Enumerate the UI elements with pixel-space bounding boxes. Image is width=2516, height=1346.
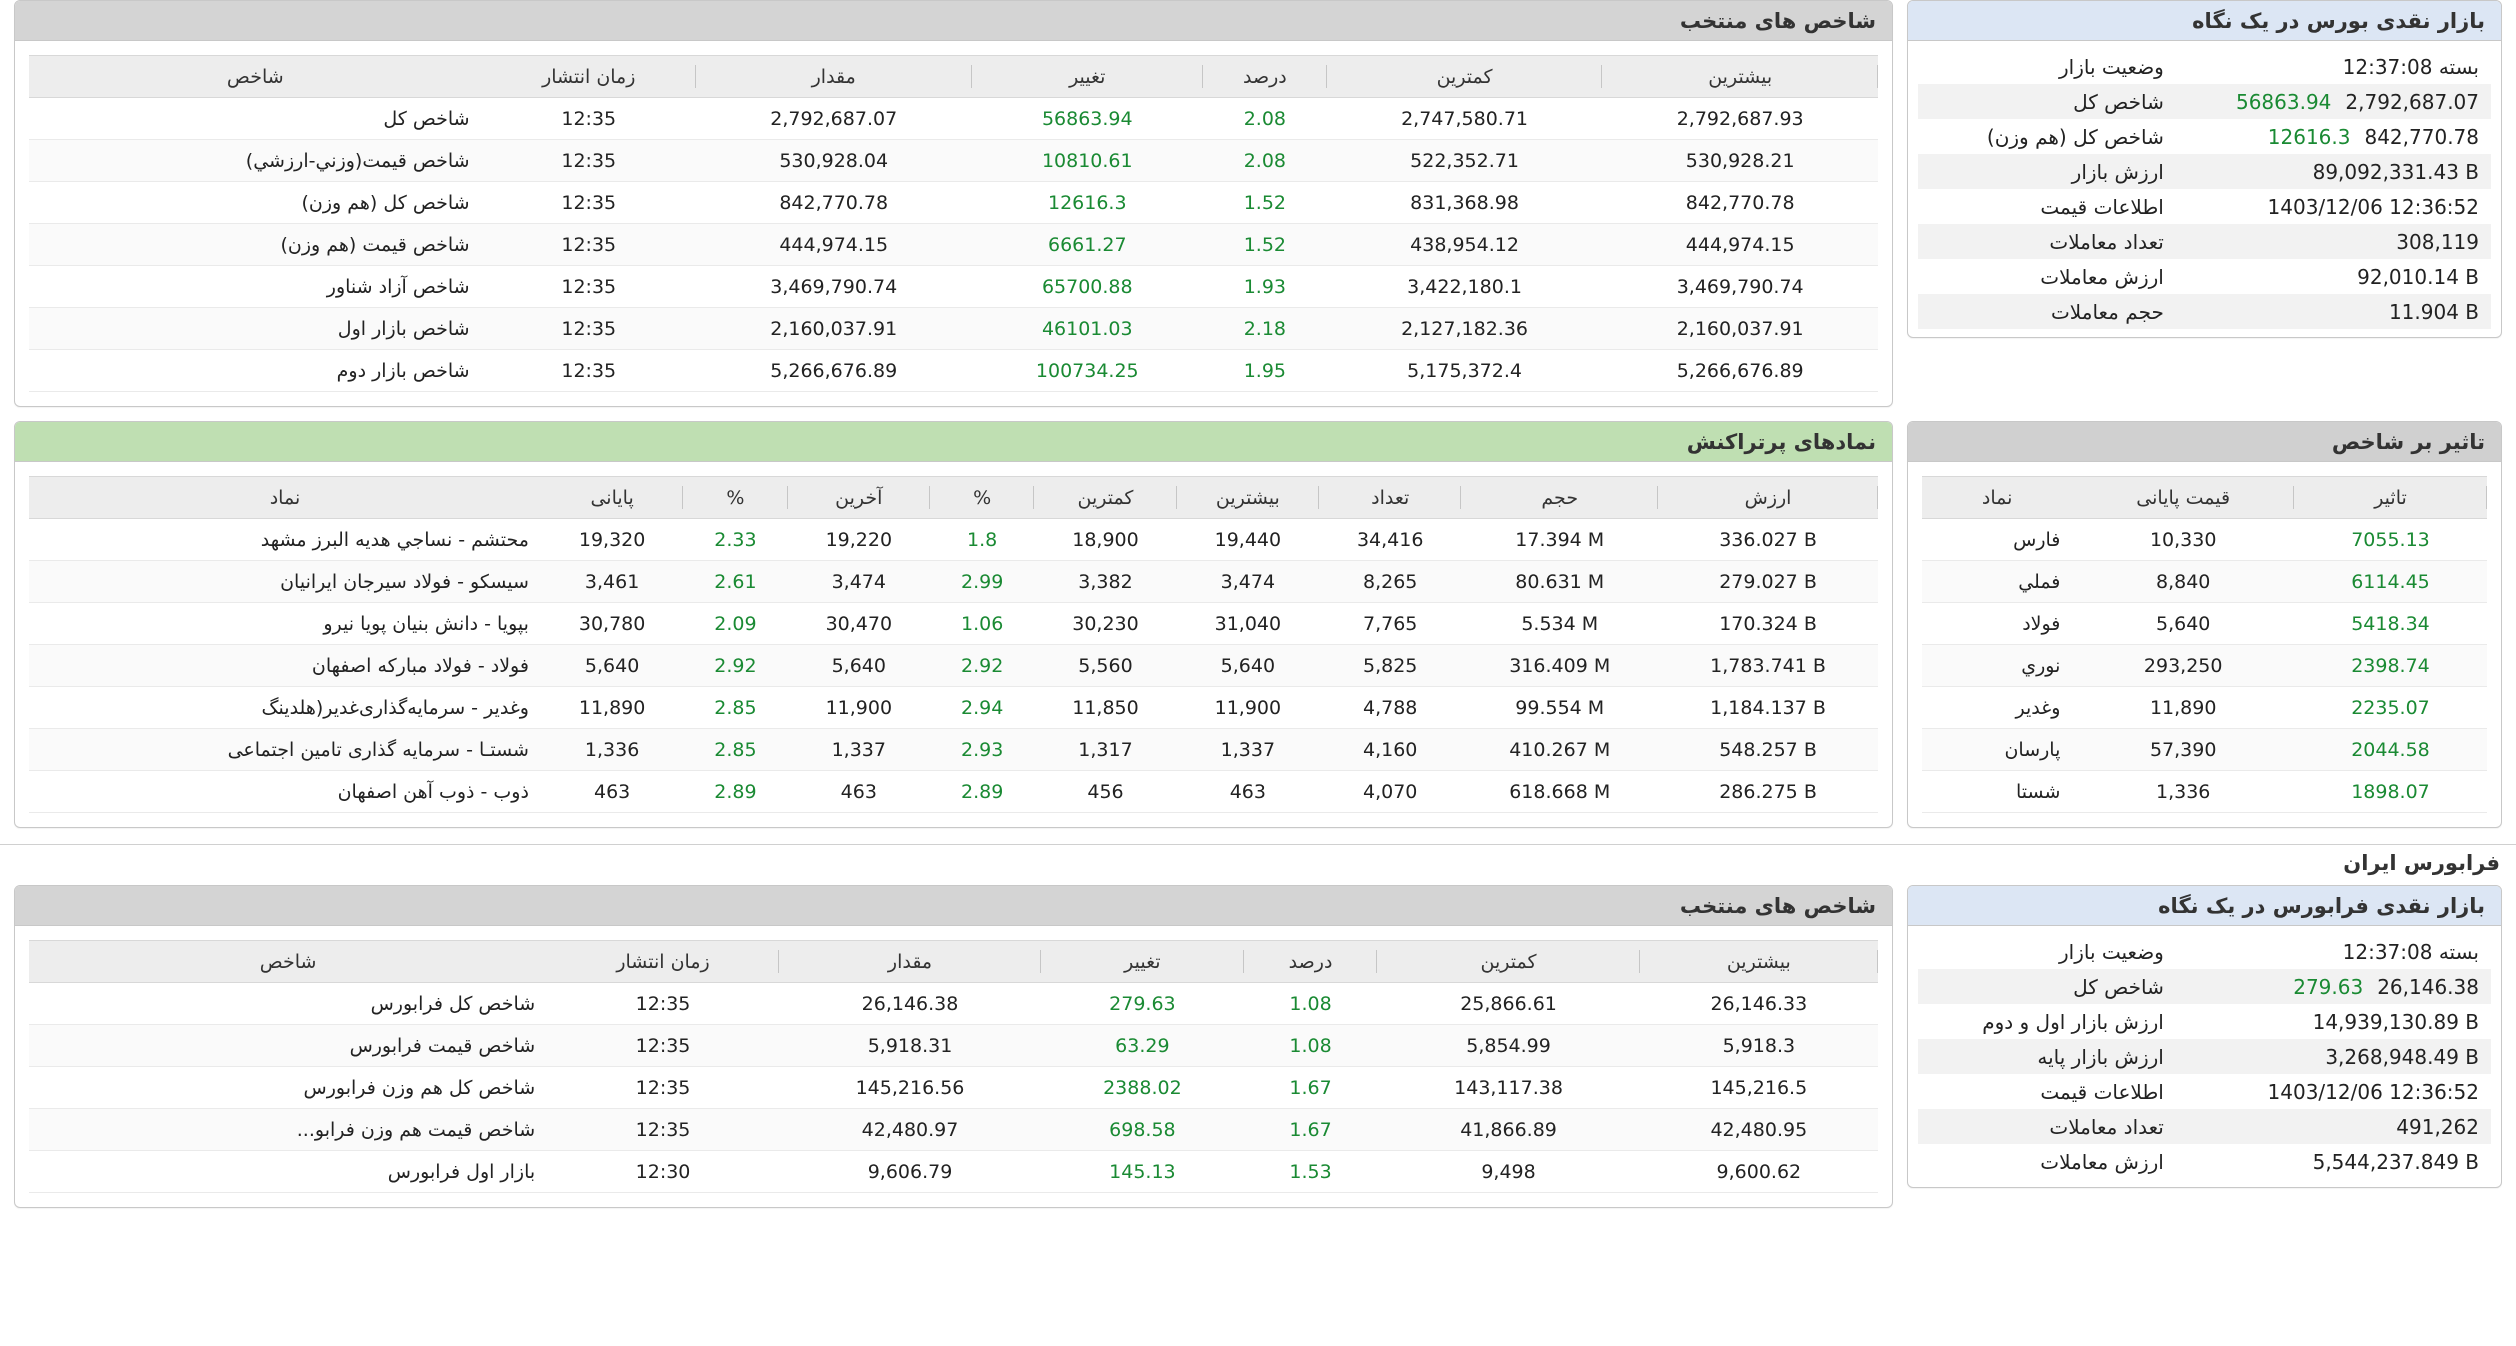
- total-index-value: 2,792,687.07: [2345, 89, 2479, 114]
- table-row[interactable]: 279.027 B 80.631 M 8,265 3,474 3,382 2.99 3,474 2.61 3,461 سیسکو - فولاد سیرجان ایرانیان: [29, 561, 1878, 603]
- total-index-label: شاخص کل: [2073, 89, 2164, 114]
- fb-trade-count-label: تعداد معاملات: [2049, 1114, 2164, 1139]
- equal-weight-index-change: 12616.3: [2267, 124, 2351, 149]
- table-row[interactable]: 336.027 B 17.394 M 34,416 19,440 18,900 1.8 19,220 2.33 19,320 محتشم - نساجي هديه البرز مشهد: [29, 519, 1878, 561]
- kv-row: [1918, 1004, 2491, 1039]
- most-active-table: [29, 476, 1878, 813]
- trade-value-value: 92,010.14 B: [2357, 264, 2479, 289]
- table-row[interactable]: 2,792,687.93 2,747,580.71 2.08 56863.94 2,792,687.07 12:35 شاخص کل: [29, 98, 1878, 140]
- col-percent[interactable]: درصد: [1203, 56, 1327, 98]
- table-row[interactable]: 9,600.62 9,498 1.53 145.13 9,606.79 12:30 بازار اول فرابورس: [29, 1151, 1878, 1193]
- index-impact-table: [1922, 476, 2487, 813]
- col-lowest[interactable]: کمترین: [1377, 941, 1639, 983]
- bourse-selected-indices-column: [14, 0, 1893, 421]
- price-info-label: اطلاعات قیمت: [2040, 194, 2164, 219]
- col-highest[interactable]: بیشترین: [1177, 477, 1319, 519]
- table-row[interactable]: 5,266,676.89 5,175,372.4 1.95 100734.25 5,266,676.89 12:35 شاخص بازار دوم: [29, 350, 1878, 392]
- col-amount[interactable]: مقدار: [779, 941, 1041, 983]
- fb-base-market-value-label: ارزش بازار پایه: [2037, 1044, 2164, 1069]
- col-percent[interactable]: درصد: [1244, 941, 1378, 983]
- bourse-top-row: [0, 0, 2516, 421]
- bourse-overview-panel: [1907, 0, 2502, 338]
- trade-count-value: 308,119: [2396, 229, 2479, 254]
- col-last-price[interactable]: آخرین: [788, 477, 930, 519]
- col-lowest[interactable]: کمترین: [1327, 56, 1603, 98]
- col-highest[interactable]: بیشترین: [1602, 56, 1878, 98]
- kv-row: [1918, 294, 2491, 329]
- index-impact-title: تاثیر بر شاخص: [1908, 422, 2501, 462]
- table-row[interactable]: 3,469,790.74 3,422,180.1 1.93 65700.88 3,469,790.74 12:35 شاخص آزاد شناور: [29, 266, 1878, 308]
- table-row[interactable]: 2235.07 11,890 وغدیر: [1922, 687, 2487, 729]
- market-value-label: ارزش بازار: [2071, 159, 2164, 184]
- kv-row: [1918, 969, 2491, 1004]
- farabourse-section-title: فرابورس ایران: [0, 844, 2516, 885]
- kv-row: [1918, 154, 2491, 189]
- table-header-row: [1922, 477, 2487, 519]
- kv-row: [1918, 49, 2491, 84]
- col-symbol[interactable]: نماد: [1922, 477, 2072, 519]
- kv-row: [1918, 119, 2491, 154]
- fb-market-status-value: بسته 12:37:08: [2342, 939, 2479, 964]
- table-row[interactable]: 2,160,037.91 2,127,182.36 2.18 46101.03 2,160,037.91 12:35 شاخص بازار اول: [29, 308, 1878, 350]
- table-row[interactable]: 7055.13 10,330 فارس: [1922, 519, 2487, 561]
- market-status-value: بسته 12:37:08: [2342, 54, 2479, 79]
- farabourse-row: [0, 885, 2516, 1222]
- fb-market-value-1-2-value: 14,939,130.89 B: [2312, 1009, 2479, 1034]
- table-header-row: [29, 56, 1878, 98]
- farabourse-overview-table: [1918, 934, 2491, 1179]
- col-publish-time[interactable]: زمان انتشار: [547, 941, 779, 983]
- farabourse-overview-title: بازار نقدی فرابورس در یک نگاه: [1908, 886, 2501, 926]
- fb-total-index-change: 279.63: [2293, 974, 2364, 999]
- farabourse-selected-indices-body: [29, 983, 1878, 1193]
- table-row[interactable]: 2398.74 293,250 نوري: [1922, 645, 2487, 687]
- col-impact[interactable]: تاثیر: [2294, 477, 2487, 519]
- index-impact-panel: [1907, 421, 2502, 828]
- col-volume[interactable]: حجم: [1461, 477, 1658, 519]
- col-closing-percent[interactable]: %: [683, 477, 787, 519]
- total-index-change: 56863.94: [2235, 89, 2332, 114]
- fb-trade-value-label: ارزش معاملات: [2040, 1149, 2164, 1174]
- bourse-selected-indices-title: شاخص های منتخب: [15, 1, 1892, 41]
- kv-row: [1918, 259, 2491, 294]
- table-row[interactable]: 842,770.78 831,368.98 1.52 12616.3 842,770.78 12:35 شاخص کل (هم وزن): [29, 182, 1878, 224]
- col-lowest[interactable]: کمترین: [1034, 477, 1176, 519]
- bourse-overview-table: [1918, 49, 2491, 329]
- most-active-title: نمادهای پرتراکنش: [15, 422, 1892, 462]
- market-status-label: وضعیت بازار: [2058, 54, 2164, 79]
- col-last-percent[interactable]: %: [930, 477, 1034, 519]
- table-row[interactable]: 26,146.33 25,866.61 1.08 279.63 26,146.38 12:35 شاخص کل فرابورس: [29, 983, 1878, 1025]
- table-row[interactable]: 1,184.137 B 99.554 M 4,788 11,900 11,850 2.94 11,900 2.85 11,890 وغدیر - سرمایه‌گذاری‌غدیر(هلدینگ: [29, 687, 1878, 729]
- col-count[interactable]: تعداد: [1319, 477, 1461, 519]
- fb-market-status-label: وضعیت بازار: [2058, 939, 2164, 964]
- fb-trade-value-value: 5,544,237.849 B: [2312, 1149, 2479, 1174]
- table-row[interactable]: 6114.45 8,840 فملي: [1922, 561, 2487, 603]
- kv-row: [1918, 224, 2491, 259]
- trade-volume-value: 11.904 B: [2388, 299, 2479, 324]
- fb-market-value-1-2-label: ارزش بازار اول و دوم: [1982, 1009, 2164, 1034]
- col-closing-price[interactable]: پایانی: [541, 477, 683, 519]
- trade-value-label: ارزش معاملات: [2040, 264, 2164, 289]
- bourse-second-row: [0, 421, 2516, 842]
- table-row[interactable]: 1,783.741 B 316.409 M 5,825 5,640 5,560 2.92 5,640 2.92 5,640 فولاد - فولاد مبارکه اصفهان: [29, 645, 1878, 687]
- index-impact-column: [1907, 421, 2502, 842]
- most-active-panel: [14, 421, 1893, 828]
- bourse-selected-indices-body: [29, 98, 1878, 392]
- kv-row: [1918, 1039, 2491, 1074]
- market-value-value: 89,092,331.43 B: [2312, 159, 2479, 184]
- table-header-row: [29, 941, 1878, 983]
- col-change[interactable]: تغییر: [1041, 941, 1244, 983]
- col-index-name[interactable]: شاخص: [29, 941, 547, 983]
- fb-price-info-value: 1403/12/06 12:36:52: [2267, 1079, 2479, 1104]
- bourse-overview-title: بازار نقدی بورس در یک نگاه: [1908, 1, 2501, 41]
- price-info-value: 1403/12/06 12:36:52: [2267, 194, 2479, 219]
- col-highest[interactable]: بیشترین: [1640, 941, 1878, 983]
- most-active-column: [14, 421, 1893, 842]
- table-row[interactable]: 1898.07 1,336 شستا: [1922, 771, 2487, 813]
- kv-row: [1918, 1074, 2491, 1109]
- table-row[interactable]: 2044.58 57,390 پارسان: [1922, 729, 2487, 771]
- farabourse-selected-indices-panel: [14, 885, 1893, 1208]
- kv-row: [1918, 1144, 2491, 1179]
- trade-count-label: تعداد معاملات: [2049, 229, 2164, 254]
- kv-row: [1918, 1109, 2491, 1144]
- table-header-row: [29, 477, 1878, 519]
- bourse-overview-column: [1907, 0, 2502, 352]
- fb-base-market-value-value: 3,268,948.49 B: [2325, 1044, 2479, 1069]
- col-closing-price[interactable]: قیمت پایانی: [2072, 477, 2294, 519]
- trade-volume-label: حجم معاملات: [2050, 299, 2164, 324]
- farabourse-overview-panel: [1907, 885, 2502, 1188]
- equal-weight-index-value: 842,770.78: [2364, 124, 2479, 149]
- table-row[interactable]: 5,918.3 5,854.99 1.08 63.29 5,918.31 12:35 شاخص قیمت فرابورس: [29, 1025, 1878, 1067]
- most-active-body: [29, 519, 1878, 813]
- table-row[interactable]: 444,974.15 438,954.12 1.52 6661.27 444,974.15 12:35 شاخص قیمت (هم وزن): [29, 224, 1878, 266]
- kv-row: [1918, 189, 2491, 224]
- index-impact-body: [1922, 519, 2487, 813]
- table-row[interactable]: 530,928.21 522,352.71 2.08 10810.61 530,928.04 12:35 شاخص قیمت(وزني-ارزشي): [29, 140, 1878, 182]
- col-change[interactable]: تغییر: [972, 56, 1203, 98]
- table-row[interactable]: 286.275 B 618.668 M 4,070 463 456 2.89 463 2.89 463 ذوب - ذوب آهن اصفهان: [29, 771, 1878, 813]
- col-symbol[interactable]: نماد: [29, 477, 541, 519]
- fb-trade-count-value: 491,262: [2396, 1114, 2479, 1139]
- kv-row: [1918, 934, 2491, 969]
- fb-total-index-value: 26,146.38: [2377, 974, 2479, 999]
- farabourse-selected-indices-title: شاخص های منتخب: [15, 886, 1892, 926]
- table-row[interactable]: 548.257 B 410.267 M 4,160 1,337 1,317 2.93 1,337 2.85 1,336 شستـا - سرمایه گذاری تامین اجتماعی: [29, 729, 1878, 771]
- equal-weight-index-label: شاخص کل (هم وزن): [1986, 124, 2164, 149]
- fb-price-info-label: اطلاعات قیمت: [2040, 1079, 2164, 1104]
- farabourse-selected-indices-column: [14, 885, 1893, 1222]
- table-row[interactable]: 170.324 B 5.534 M 7,765 31,040 30,230 1.06 30,470 2.09 30,780 بپویا - دانش بنیان پویا نیرو: [29, 603, 1878, 645]
- farabourse-selected-indices-table: [29, 940, 1878, 1193]
- bourse-selected-indices-table: [29, 55, 1878, 392]
- col-publish-time[interactable]: زمان انتشار: [482, 56, 696, 98]
- bourse-selected-indices-panel: [14, 0, 1893, 407]
- table-row[interactable]: 145,216.5 143,117.38 1.67 2388.02 145,216.56 12:35 شاخص کل هم وزن فرابورس: [29, 1067, 1878, 1109]
- col-index-name[interactable]: شاخص: [29, 56, 482, 98]
- table-row[interactable]: 5418.34 5,640 فولاد: [1922, 603, 2487, 645]
- col-amount[interactable]: مقدار: [696, 56, 972, 98]
- kv-row: [1918, 84, 2491, 119]
- col-value[interactable]: ارزش: [1658, 477, 1878, 519]
- fb-total-index-label: شاخص کل: [2073, 974, 2164, 999]
- farabourse-overview-column: [1907, 885, 2502, 1202]
- table-row[interactable]: 42,480.95 41,866.89 1.67 698.58 42,480.97 12:35 شاخص قیمت هم وزن فرابو...: [29, 1109, 1878, 1151]
